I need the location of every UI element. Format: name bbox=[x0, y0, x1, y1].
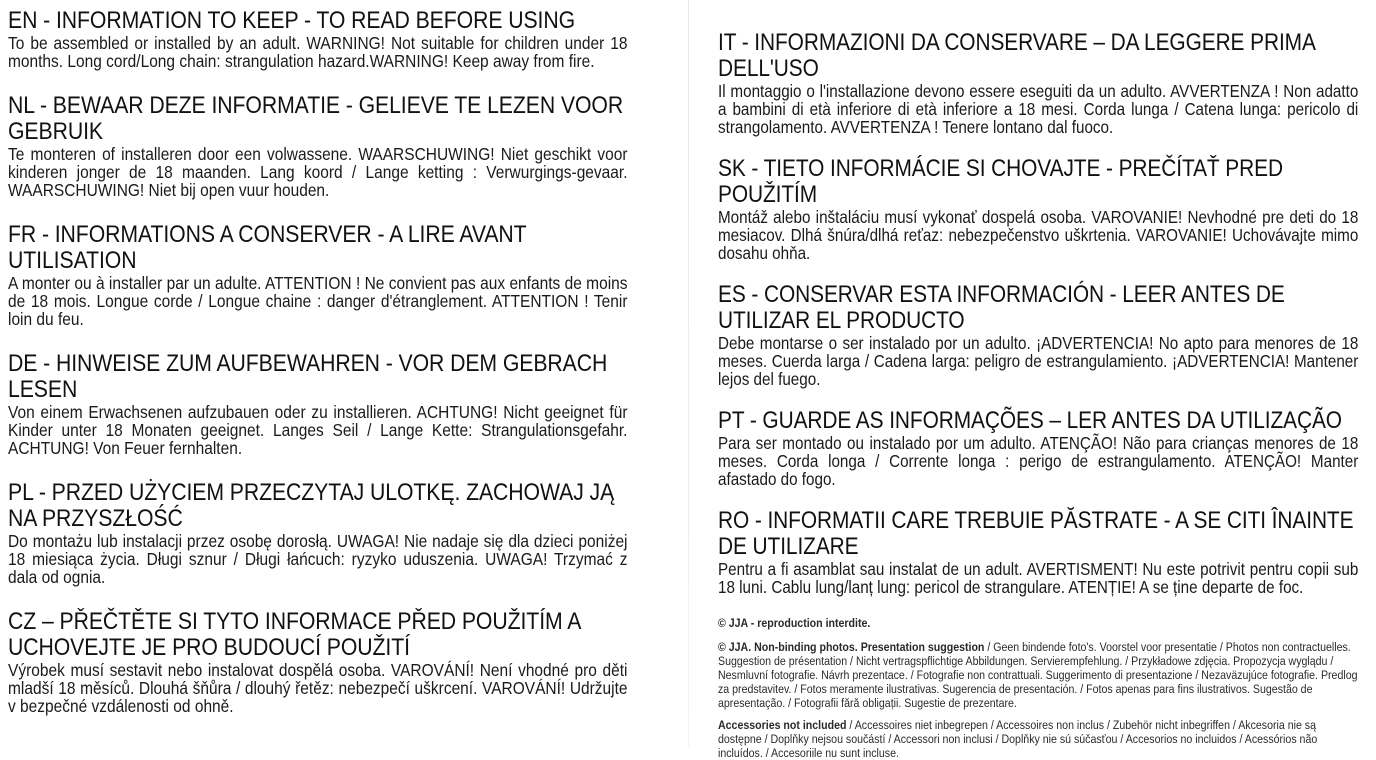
right-column bbox=[718, 30, 1358, 760]
section-text: Para ser montado ou instalado por um adulto. ATENÇÃO! Não para crianças menores de 18 meses. Corda longa / Corrente longa : perigo de estrangulamento. ATENÇÃO! Manter afastado do fogo. bbox=[718, 433, 1359, 489]
photos-disclaimer-text: / Geen bindende foto's. Voorstel voor presentatie / Photos non contractuelles. Suggestion de présentation / Nicht vertragspflichtige Abbildungen. Servierempfehlung. / Przykładowe zdjęcia. Propozycja wyglądu / Nesmluvní fotografie. Návrh prezentace. / Fotografie non contrattuali. Suggerimento di presentazione / Nezaväzujúce fotografie. Predlog za predstavitev. / Fotos meramente ilustrativas. Sugerencia de presentación. / Fotos apenas para fins ilustrativos. Sugestão de apresentação. / Fotografii fără obligații. Sugestie de prezentare. bbox=[718, 640, 1358, 710]
section-text: Pentru a fi asamblat sau instalat de un adult. AVERTISMENT! Nu este potrivit pentru copii sub 18 luni. Cablu lung/lanț lung: pericol de strangulare. ATENȚIE! A se ține departe de foc. bbox=[718, 559, 1359, 597]
section-text: A monter ou à installer par un adulte. ATTENTION ! Ne convient pas aux enfants de moins de 18 mois. Longue corde / Longue chaine : danger d'étranglement. ATTENTION ! Tenir loin du feu. bbox=[8, 273, 628, 329]
photos-disclaimer-bold: © JJA. Non-binding photos. Presentation suggestion bbox=[718, 640, 985, 654]
section-es bbox=[718, 282, 1358, 388]
section-heading: EN - INFORMATION TO KEEP - TO READ BEFORE USING bbox=[8, 7, 576, 34]
section-pt bbox=[718, 408, 1358, 488]
section-it bbox=[718, 30, 1358, 136]
section-text: Il montaggio o l'installazione devono essere eseguiti da un adulto. AVVERTENZA ! Non adatto a bambini di età inferiore di età inferiore a 18 mesi. Corda lunga / Catena lunga: pericolo di strangolamento. AVVERTENZA ! Tenere lontano dal fuoco. bbox=[718, 81, 1359, 137]
right-panel bbox=[688, 0, 1376, 760]
copyright-text: © JJA - reproduction interdite. bbox=[718, 616, 871, 630]
section-text: Von einem Erwachsenen aufzubauen oder zu installieren. ACHTUNG! Nicht geeignet für Kinder unter 18 Monaten geeignet. Langes Seil / Lange Kette: Strangulationsgefahr. ACHTUNG! Von Feuer fernhalten. bbox=[8, 402, 628, 458]
section-text: Te monteren of installeren door een volwassene. WAARSCHUWING! Niet geschikt voor kinderen jonger de 18 maanden. Lang koord / Lange ketting : Verwurgings-gevaar. WAARSCHUWING! Niet bij open vuur houden. bbox=[8, 144, 628, 200]
copyright-note bbox=[718, 616, 1358, 630]
section-nl bbox=[8, 93, 628, 199]
section-fr bbox=[8, 222, 628, 328]
section-text: To be assembled or installed by an adult. WARNING! Not suitable for children under 18 months. Long cord/Long chain: strangulation hazard.WARNING! Keep away from fire. bbox=[8, 33, 628, 71]
section-text: Montáž alebo inštaláciu musí vykonať dospelá osoba. VAROVANIE! Nevhodné pre deti do 18 mesiacov. Dlhá šnúra/dlhá reťaz: nebezpečenstvo uškrtenia. VAROVANIE! Uchovávajte mimo dosahu ohňa. bbox=[718, 207, 1359, 263]
section-heading: NL - BEWAAR DEZE INFORMATIE - GELIEVE TE LEZEN VOOR GEBRUIK bbox=[8, 92, 624, 145]
section-heading: FR - INFORMATIONS A CONSERVER - A LIRE AVANT UTILISATION bbox=[8, 221, 527, 274]
section-sk bbox=[718, 156, 1358, 262]
left-column bbox=[8, 8, 628, 738]
section-heading: IT - INFORMAZIONI DA CONSERVARE – DA LEGGERE PRIMA DELL'USO bbox=[718, 29, 1315, 82]
section-en bbox=[8, 8, 628, 70]
section-cz bbox=[8, 609, 628, 715]
accessories-disclaimer-bold: Accessories not included bbox=[718, 718, 847, 732]
section-ro bbox=[718, 508, 1358, 596]
accessories-disclaimer-text: / Accessoires niet inbegrepen / Accessoires non inclus / Zubehör nicht inbegriffen / Akcesoria nie są dostępne / Doplňky nejsou součástí / Accessori non inclusi / Doplňky nie sú súčasťou / Accesorios no incluidos / Acessórios não incluídos. / Accesoriile nu sunt incluse. bbox=[718, 718, 1318, 760]
photos-disclaimer bbox=[718, 640, 1358, 710]
section-heading: PL - PRZED UŻYCIEM PRZECZYTAJ ULOTKĘ. ZACHOWAJ JĄ NA PRZYSZŁOŚĆ bbox=[8, 479, 615, 532]
section-text: Debe montarse o ser instalado por un adulto. ¡ADVERTENCIA! No apto para menores de 18 meses. Cuerda larga / Cadena larga: peligro de estrangulamiento. ¡ADVERTENCIA! Mantener lejos del fuego. bbox=[718, 333, 1359, 389]
section-heading: PT - GUARDE AS INFORMAÇÕES – LER ANTES DA UTILIZAÇÃO bbox=[718, 407, 1342, 434]
section-heading: SK - TIETO INFORMÁCIE SI CHOVAJTE - PREČÍTAŤ PRED POUŽITÍM bbox=[718, 155, 1283, 208]
accessories-disclaimer bbox=[718, 718, 1358, 760]
section-text: Výrobek musí sestavit nebo instalovat dospělá osoba. VAROVÁNÍ! Není vhodné pro děti mladší 18 měsíců. Dlouhá šňůra / dlouhý řetěz: nebezpečí uškrcení. VAROVÁNÍ! Udržujte v bezpečné vzdálenosti od ohně. bbox=[8, 660, 628, 716]
left-panel bbox=[0, 0, 688, 747]
section-heading: RO - INFORMATII CARE TREBUIE PĂSTRATE - A SE CITI ÎNAINTE DE UTILIZARE bbox=[718, 507, 1354, 560]
section-heading: DE - HINWEISE ZUM AUFBEWAHREN - VOR DEM GEBRACH LESEN bbox=[8, 350, 608, 403]
section-heading: ES - CONSERVAR ESTA INFORMACIÓN - LEER ANTES DE UTILIZAR EL PRODUCTO bbox=[718, 281, 1285, 334]
section-pl bbox=[8, 480, 628, 586]
section-de bbox=[8, 351, 628, 457]
section-heading: CZ – PŘEČTĚTE SI TYTO INFORMACE PŘED POUŽITÍM A UCHOVEJTE JE PRO BUDOUCÍ POUŽITÍ bbox=[8, 608, 581, 661]
section-text: Do montażu lub instalacji przez osobę dorosłą. UWAGA! Nie nadaje się dla dzieci poniżej 18 miesiąca życia. Długi sznur / Długi łańcuch: ryzyko uduszenia. UWAGA! Trzymać z dala od ognia. bbox=[8, 531, 628, 587]
